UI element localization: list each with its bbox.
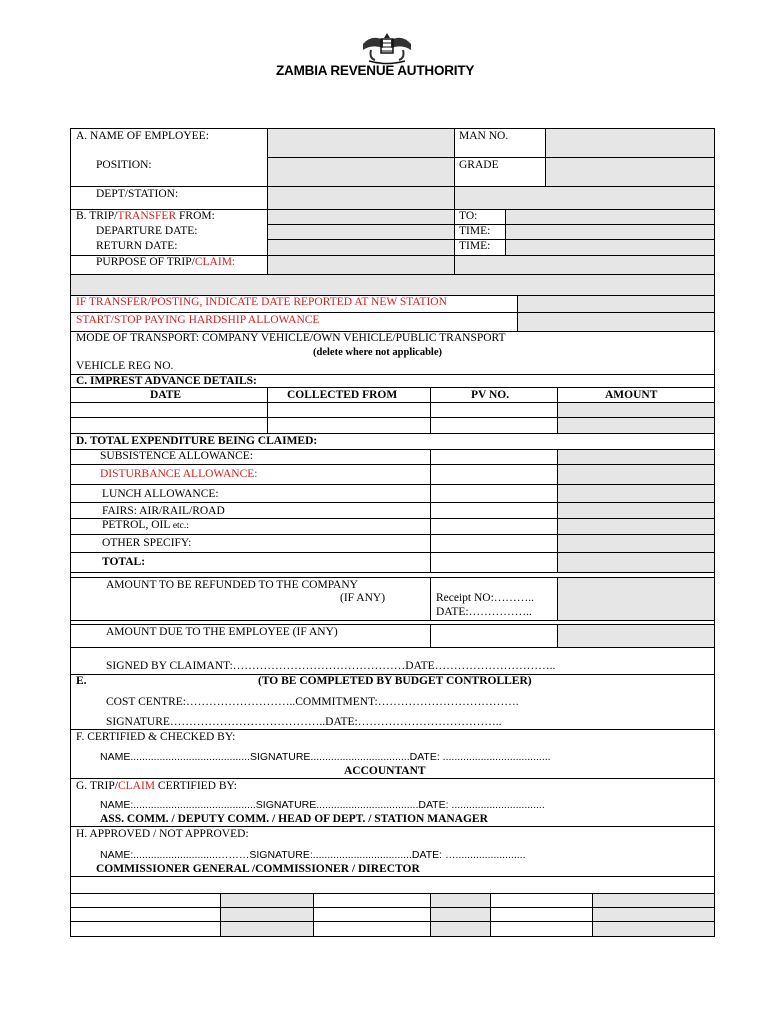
approved-title: H. APPROVED / NOT APPROVED: xyxy=(76,828,249,840)
budget-signature-line[interactable]: SIGNATURE…………………………………..DATE:……………………………….. xyxy=(106,716,502,728)
total-label: TOTAL: xyxy=(102,556,146,568)
rule-v xyxy=(267,387,268,433)
claimant-signature-line[interactable]: SIGNED BY CLAIMANT:………………………………………DATE………………………….. xyxy=(106,660,556,672)
rule xyxy=(70,826,715,827)
rule-v xyxy=(557,577,558,620)
rule xyxy=(70,620,715,621)
head-signature-line[interactable]: NAME:..........................................SIGNATURE...................................DATE: ................................ xyxy=(100,799,545,811)
return-date-label: RETURN DATE: xyxy=(96,240,178,252)
accountant-signature-line[interactable]: NAME.........................................SIGNATURE..................................DATE: ..................................... xyxy=(100,751,551,763)
position-label: POSITION: xyxy=(96,159,152,171)
rule xyxy=(70,464,715,465)
rule-v xyxy=(430,577,431,620)
trip-claim-certified-title: G. TRIP/CLAIM CERTIFIED BY: xyxy=(76,780,237,792)
subsistence-label: SUBSISTENCE ALLOWANCE: xyxy=(100,450,254,462)
rule xyxy=(267,224,715,225)
due-amount-field[interactable] xyxy=(557,624,714,647)
form-border-left xyxy=(70,128,71,937)
rule xyxy=(267,239,715,240)
rule xyxy=(70,502,715,503)
purpose-label: PURPOSE OF TRIP/CLAIM: xyxy=(96,256,236,268)
rule-v xyxy=(505,209,506,255)
rule-v xyxy=(557,387,558,433)
rule xyxy=(70,624,715,625)
refund-label: AMOUNT TO BE REFUNDED TO THE COMPANY xyxy=(106,579,358,591)
vehicle-reg-label: VEHICLE REG NO. xyxy=(76,360,174,372)
delete-note: (delete where not applicable) xyxy=(313,347,442,358)
rule xyxy=(267,157,715,158)
rule-v xyxy=(313,893,314,936)
budget-controller-title: (TO BE COMPLETED BY BUDGET CONTROLLER) xyxy=(258,675,532,687)
transport-label: MODE OF TRANSPORT: COMPANY VEHICLE/OWN VEHICLE/PUBLIC TRANSPORT xyxy=(76,332,506,344)
certified-title: F. CERTIFIED & CHECKED BY: xyxy=(76,731,236,743)
rule-v xyxy=(220,893,221,936)
return-time-label: TIME: xyxy=(459,240,491,252)
org-title: ZAMBIA REVENUE AUTHORITY xyxy=(276,63,475,78)
rule xyxy=(70,778,715,779)
receipt-date-label: DATE:…………….. xyxy=(436,606,532,618)
purpose-field[interactable] xyxy=(267,255,714,274)
departure-date-label: DEPARTURE DATE: xyxy=(96,225,198,237)
col-pv-header: PV NO. xyxy=(471,389,510,401)
trip-to-field[interactable] xyxy=(505,209,714,255)
coat-of-arms-logo xyxy=(357,30,417,66)
refund-if-any: (IF ANY) xyxy=(340,592,386,604)
dept-label: DEPT/STATION: xyxy=(96,188,179,200)
commissioner-signature-line[interactable]: NAME:.............................………SIGNATURE:..................................DATE: …........................ xyxy=(100,849,526,861)
blank-shaded-row xyxy=(70,274,714,295)
rule xyxy=(70,312,715,313)
disturbance-label: DISTURBANCE ALLOWANCE: xyxy=(100,468,258,480)
rule xyxy=(70,186,715,187)
trip-from-label: B. TRIP/TRANSFER FROM: xyxy=(76,210,215,222)
other-label: OTHER SPECIFY: xyxy=(102,537,192,549)
due-label: AMOUNT DUE TO THE EMPLOYEE (IF ANY) xyxy=(106,626,338,638)
trip-from-field[interactable] xyxy=(267,209,454,255)
man-no-label: MAN NO. xyxy=(459,130,509,142)
form-border-right xyxy=(714,128,715,937)
commissioner-role: COMMISSIONER GENERAL /COMMISSIONER / DIRECTOR xyxy=(96,863,420,875)
fairs-label: FAIRS: AIR/RAIL/ROAD xyxy=(102,505,225,517)
section-e-letter: E. xyxy=(76,675,87,687)
expenditure-amount-field[interactable] xyxy=(557,449,714,572)
grade-label: GRADE xyxy=(459,159,499,171)
petrol-label: PETROL, OIL etc.: xyxy=(102,519,189,531)
rule-v xyxy=(430,387,431,433)
employee-name-label: A. NAME OF EMPLOYEE: xyxy=(76,130,209,142)
rule-v xyxy=(490,893,491,936)
rule xyxy=(70,577,715,578)
rule-v xyxy=(430,449,431,572)
transfer-date-label: IF TRANSFER/POSTING, INDICATE DATE REPORTED AT NEW STATION xyxy=(76,296,447,308)
rule-v xyxy=(592,893,593,936)
rule-v xyxy=(557,624,558,647)
rule-v xyxy=(454,128,455,274)
receipt-no-label: Receipt NO:……….. xyxy=(436,592,535,604)
refund-amount-field[interactable] xyxy=(557,577,714,620)
rule xyxy=(70,907,715,908)
expenditure-title: D. TOTAL EXPENDITURE BEING CLAIMED: xyxy=(76,435,318,447)
imprest-title: C. IMPREST ADVANCE DETAILS: xyxy=(76,375,257,387)
rule xyxy=(70,484,715,485)
rule xyxy=(70,647,715,648)
rule xyxy=(70,402,715,403)
rule-v xyxy=(517,295,518,331)
rule xyxy=(70,876,715,877)
col-amount-header: AMOUNT xyxy=(605,389,658,401)
rule xyxy=(70,572,715,573)
rule xyxy=(70,936,715,937)
rule xyxy=(70,552,715,553)
rule-v xyxy=(430,624,431,647)
accountant-role: ACCOUNTANT xyxy=(344,765,426,777)
col-collected-header: COLLECTED FROM xyxy=(287,389,398,401)
lunch-label: LUNCH ALLOWANCE: xyxy=(102,488,219,500)
to-label: TO: xyxy=(459,210,478,222)
rule-v xyxy=(557,449,558,572)
rule-v xyxy=(430,893,431,936)
col-date-header: DATE xyxy=(150,389,182,401)
transfer-date-field[interactable] xyxy=(517,295,714,331)
rule xyxy=(70,893,715,894)
rule xyxy=(70,921,715,922)
cost-centre-line[interactable]: COST CENTRE:………………………..COMMITMENT:………………………………. xyxy=(106,696,519,708)
dept-field[interactable] xyxy=(267,186,714,209)
bottom-grid-shade-3 xyxy=(592,893,714,936)
bottom-grid-shade-2 xyxy=(430,893,490,936)
rule xyxy=(70,729,715,730)
head-role: ASS. COMM. / DEPUTY COMM. / HEAD OF DEPT. / STATION MANAGER xyxy=(100,813,488,825)
bottom-grid-shade-1 xyxy=(220,893,313,936)
rule xyxy=(70,128,715,129)
rule-v xyxy=(267,128,268,274)
hardship-label: START/STOP PAYING HARDSHIP ALLOWANCE xyxy=(76,314,320,326)
rule xyxy=(70,417,715,418)
rule xyxy=(70,274,715,275)
rule-v xyxy=(545,128,546,186)
departure-time-label: TIME: xyxy=(459,225,491,237)
rule xyxy=(70,433,715,434)
rule xyxy=(70,534,715,535)
